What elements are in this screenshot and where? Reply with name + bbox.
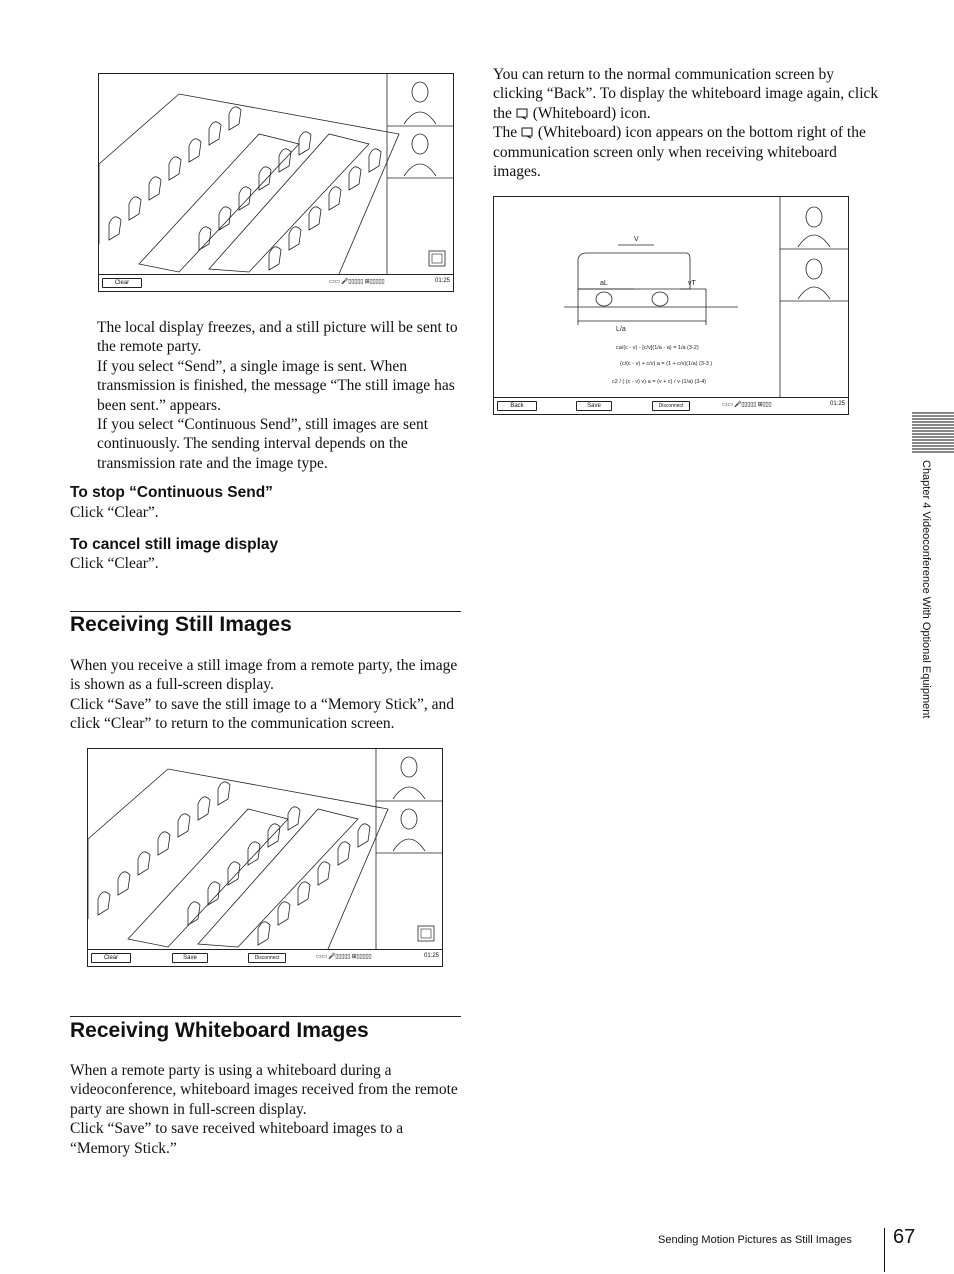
receive-still-screenshot — [87, 748, 443, 967]
paragraph — [493, 65, 883, 123]
wb-al: aL — [600, 280, 608, 287]
still-image-icon — [429, 251, 445, 266]
clear-button[interactable]: Clear — [102, 278, 142, 288]
network-icon: ⊞ — [351, 954, 357, 960]
clear-button[interactable]: Clear — [91, 953, 131, 963]
wb-vt: vT — [688, 280, 696, 287]
text-run: (Whiteboard) icon appears on the bottom right of the communication screen only when receiving whiteboard images. — [493, 124, 866, 181]
back-button[interactable]: Back — [497, 401, 537, 411]
network-icon: ⊞ — [364, 279, 370, 285]
disconnect-button[interactable]: Disconnect — [652, 401, 690, 411]
footer-section-title: Sending Motion Pictures as Still Images — [658, 1234, 852, 1246]
stop-continuous-body: Click “Clear”. — [70, 504, 159, 521]
whiteboard-return-text — [493, 65, 883, 181]
status-bar — [99, 274, 453, 291]
receiving-whiteboard-title: Receiving Whiteboard Images — [70, 1019, 369, 1042]
microphone-icon: 🎤 — [341, 279, 349, 285]
wb-eq2: (c/(c - v) + c/v) a = (1 + c/v)(1/a) (3-3 ) — [620, 361, 713, 367]
text-run: (Whiteboard) icon. — [532, 104, 651, 122]
receiving-still-title: Receiving Still Images — [70, 613, 292, 636]
whiteboard-icon — [516, 108, 529, 120]
still-send-screenshot — [98, 73, 454, 292]
whiteboard-icon — [521, 127, 534, 139]
section-rule — [70, 611, 461, 612]
cancel-display-body: Click “Clear”. — [70, 555, 159, 572]
status-indicators: ▭▭ 🎤▯▯▯▯▯ ⊞▯▯▯▯▯ — [316, 954, 372, 960]
paragraph: Click “Save” to save received whiteboard images to a “Memory Stick.” — [70, 1120, 404, 1157]
receiving-still-text — [70, 656, 463, 734]
status-bar — [88, 949, 442, 966]
microphone-icon: 🎤 — [328, 954, 336, 960]
paragraph: When you receive a still image from a remote party, the image is shown as a full-screen display. — [70, 657, 458, 694]
wb-la: L/a — [616, 326, 626, 333]
wb-v: V — [634, 236, 639, 243]
status-indicators: ▭▭ 🎤▯▯▯▯▯ ⊞▯▯▯▯▯ — [329, 279, 385, 285]
cancel-display-heading: To cancel still image display — [70, 536, 279, 553]
save-button[interactable]: Save — [576, 401, 612, 411]
status-indicators: ▭▭ 🎤▯▯▯▯▯ ⊞▯▯▯ — [722, 402, 772, 408]
wb-eq3: c2 / ( (c - v) v)·a = (v + c) / v·(1/a) (3-4) — [612, 379, 707, 385]
paragraph: If you select “Continuous Send”, still images are sent continuously. The sending interval depends on the transmission rate and the image type. — [97, 416, 429, 472]
wb-eq1: ca/(c - v) - [c/v](1/a - a) = 1/a (3-2) — [616, 345, 699, 351]
conference-room-illustration — [99, 74, 453, 274]
save-button[interactable]: Save — [172, 953, 208, 963]
paragraph: If you select “Send”, a single image is sent. When transmission is finished, the message “The still image has been sent.” appears. — [97, 357, 455, 414]
paragraph — [493, 123, 883, 181]
receiving-whiteboard-text — [70, 1061, 463, 1158]
text-run: You can return to the normal communication screen by clicking “Back”. To display the whiteboard image again, click the — [493, 66, 879, 122]
still-image-icon — [418, 926, 434, 941]
paragraph: Click “Save” to save the still image to a “Memory Stick”, and click “Clear” to return to the communication screen. — [70, 695, 454, 733]
clock: 01:25 — [434, 278, 450, 284]
whiteboard-image — [494, 197, 848, 397]
chapter-tab-hatching — [912, 411, 954, 453]
paragraph: The local display freezes, and a still picture will be sent to the remote party. — [97, 319, 458, 356]
whiteboard-screenshot — [493, 196, 849, 415]
send-description — [97, 318, 463, 473]
stop-continuous-heading: To stop “Continuous Send” — [70, 484, 273, 501]
chapter-title: Chapter 4 Videoconference With Optional Equipment — [920, 460, 932, 719]
conference-room-illustration — [88, 749, 442, 949]
status-bar — [494, 397, 848, 414]
footer-divider — [884, 1228, 885, 1272]
text-run: The — [493, 124, 518, 142]
network-icon: ⊞ — [757, 402, 763, 408]
chapter-side-label — [920, 460, 936, 750]
microphone-icon: 🎤 — [734, 402, 742, 408]
paragraph: When a remote party is using a whiteboard during a videoconference, whiteboard images received from the remote party are shown in full-screen display. — [70, 1062, 458, 1118]
page-number: 67 — [893, 1226, 916, 1248]
clock: 01:25 — [829, 401, 845, 407]
clock: 01:25 — [423, 953, 439, 959]
disconnect-button[interactable]: Disconnect — [248, 953, 286, 963]
section-rule — [70, 1016, 461, 1017]
